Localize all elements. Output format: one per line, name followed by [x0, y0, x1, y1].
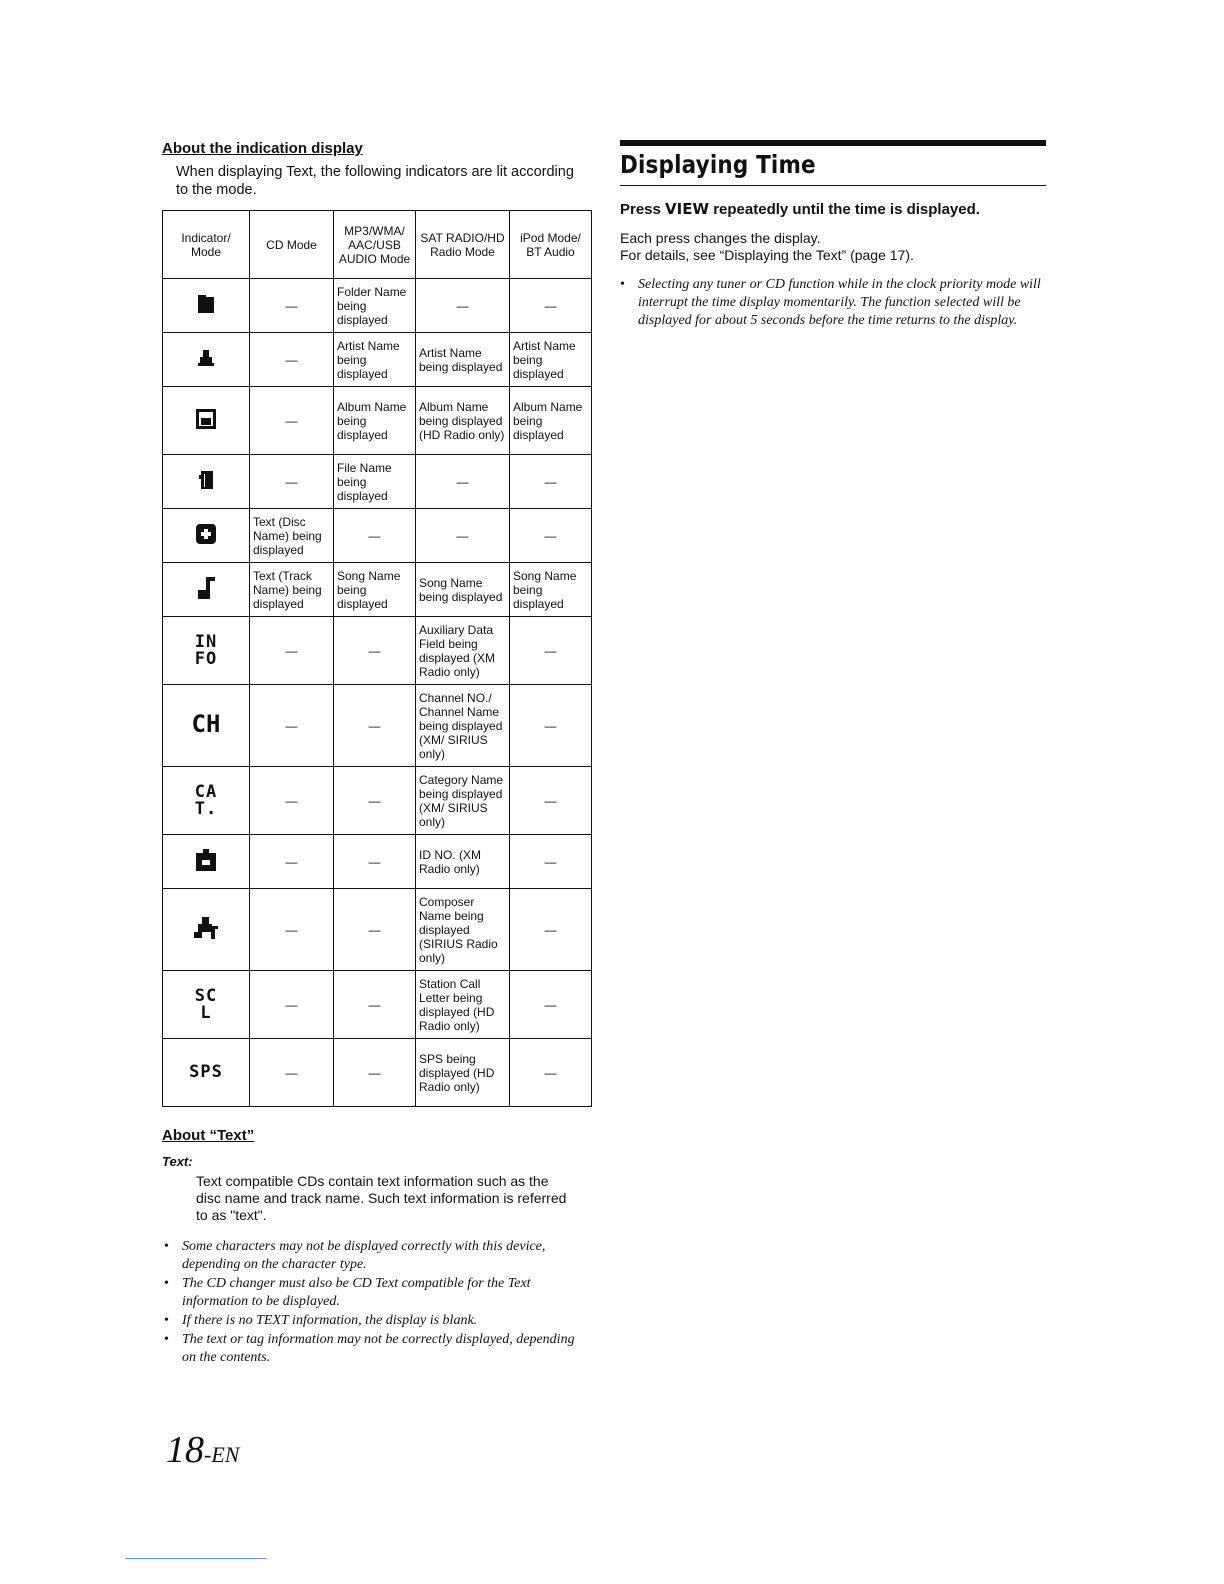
cell-sat: Channel NO./ Channel Name being displayed (XM/ SIRIUS only): [416, 685, 510, 767]
cell-cd: —: [250, 617, 334, 685]
cell-cd: —: [250, 387, 334, 455]
table-row: [163, 333, 592, 387]
cell-ipod: —: [510, 455, 592, 509]
cell-mp3: Folder Name being displayed: [334, 279, 416, 333]
cell-cd: Text (Track Name) being displayed: [250, 563, 334, 617]
right-column: [620, 140, 1048, 330]
header-mp3-mode: MP3/WMA/ AAC/USB AUDIO Mode: [334, 211, 416, 279]
header-cd-mode: CD Mode: [250, 211, 334, 279]
cell-cd: —: [250, 1039, 334, 1107]
cell-sat: SPS being displayed (HD Radio only): [416, 1039, 510, 1107]
table-header-row: [163, 211, 592, 279]
cell-mp3: —: [334, 767, 416, 835]
cell-cd: —: [250, 455, 334, 509]
table-row: [163, 971, 592, 1039]
composer-icon: [163, 889, 250, 971]
list-item: • Some characters may not be displayed correctly with this device, depending on the character type.: [162, 1238, 592, 1274]
info-lcd-icon: [163, 617, 250, 685]
title-rule: [620, 185, 1046, 186]
cell-ipod: —: [510, 889, 592, 971]
cell-ipod: —: [510, 767, 592, 835]
display-info-line1: Each press changes the display.: [620, 230, 821, 246]
cell-sat: Album Name being displayed (HD Radio only): [416, 387, 510, 455]
music-note-icon: [163, 563, 250, 617]
cell-mp3: Song Name being displayed: [334, 563, 416, 617]
album-icon: [163, 387, 250, 455]
cell-ipod: —: [510, 617, 592, 685]
header-ipod-mode: iPod Mode/ BT Audio: [510, 211, 592, 279]
cell-sat: Auxiliary Data Field being displayed (XM Radio only): [416, 617, 510, 685]
lcd-label: CA T.: [194, 781, 218, 819]
file-icon: [163, 455, 250, 509]
title-top-bar: [620, 140, 1046, 146]
list-item: • The CD changer must also be CD Text compatible for the Text information to be displayed.: [162, 1275, 592, 1311]
clock-notes-list: [620, 276, 1048, 330]
channel-lcd-icon: [163, 685, 250, 767]
text-label: Text:: [162, 1154, 193, 1169]
artist-icon: [163, 333, 250, 387]
cell-sat: —: [416, 509, 510, 563]
display-info-line2: For details, see “Displaying the Text” (page 17).: [620, 247, 914, 263]
cell-mp3: Album Name being displayed: [334, 387, 416, 455]
header-indicator: Indicator/ Mode: [163, 211, 250, 279]
table-row: [163, 509, 592, 563]
press-suffix: repeatedly until the time is displayed.: [713, 201, 980, 218]
table-row: [163, 685, 592, 767]
cell-sat: Artist Name being displayed: [416, 333, 510, 387]
lcd-label: SPS: [189, 1062, 223, 1082]
cell-cd: —: [250, 767, 334, 835]
cell-ipod: —: [510, 1039, 592, 1107]
list-item: • The text or tag information may not be correctly displayed, depending on the contents.: [162, 1331, 592, 1367]
press-prefix: Press: [620, 201, 661, 218]
page-number-suffix: -EN: [204, 1442, 240, 1467]
lcd-label: SC L: [194, 985, 218, 1023]
table-row: [163, 387, 592, 455]
about-text-heading: About “Text”: [162, 1127, 255, 1144]
cell-cd: —: [250, 971, 334, 1039]
table-row: [163, 889, 592, 971]
sps-lcd-icon: [163, 1039, 250, 1107]
lcd-label: IN FO: [194, 631, 218, 669]
id-icon: [163, 835, 250, 889]
text-body: Text compatible CDs contain text information such as the disc name and track name. Such text information is referred to as "text".: [196, 1173, 567, 1223]
cell-cd: —: [250, 835, 334, 889]
cell-ipod: Artist Name being displayed: [510, 333, 592, 387]
page-number: [166, 1428, 239, 1472]
cell-mp3: —: [334, 617, 416, 685]
cell-cd: —: [250, 889, 334, 971]
table-row: [163, 767, 592, 835]
cell-sat: Song Name being displayed: [416, 563, 510, 617]
list-item: • Selecting any tuner or CD function while in the clock priority mode will interrupt the time display momentarily. The function selected will be displayed for about 5 seconds before the time returns to the display.: [620, 276, 1048, 330]
display-info: [620, 230, 1048, 264]
cell-mp3: Artist Name being displayed: [334, 333, 416, 387]
folder-icon: [163, 279, 250, 333]
cell-mp3: —: [334, 971, 416, 1039]
cell-ipod: —: [510, 971, 592, 1039]
cell-mp3: —: [334, 1039, 416, 1107]
displaying-time-title: Displaying Time: [620, 150, 816, 179]
cell-mp3: —: [334, 835, 416, 889]
cell-ipod: Song Name being displayed: [510, 563, 592, 617]
cell-sat: ID NO. (XM Radio only): [416, 835, 510, 889]
text-notes-list: [162, 1238, 594, 1367]
table-row: [163, 1039, 592, 1107]
header-sat-mode: SAT RADIO/HD Radio Mode: [416, 211, 510, 279]
table-row: [163, 563, 592, 617]
table-row: [163, 835, 592, 889]
table-row: [163, 279, 592, 333]
cell-mp3: —: [334, 685, 416, 767]
bottom-rule: [125, 1558, 267, 1559]
cell-mp3: File Name being displayed: [334, 455, 416, 509]
cell-cd: —: [250, 279, 334, 333]
view-key-label: VIEW: [665, 200, 710, 218]
cell-sat: Category Name being displayed (XM/ SIRIUS only): [416, 767, 510, 835]
cell-cd: —: [250, 685, 334, 767]
cell-sat: —: [416, 455, 510, 509]
table-row: [163, 455, 592, 509]
press-view-instruction: [620, 200, 1048, 218]
cell-sat: —: [416, 279, 510, 333]
page-number-value: 18: [166, 1429, 204, 1471]
cell-ipod: —: [510, 685, 592, 767]
intro-paragraph: When displaying Text, the following indicators are lit according to the mode.: [176, 164, 574, 198]
indicator-table: [162, 210, 592, 1107]
indication-display-heading: About the indication display: [162, 140, 363, 157]
disc-icon: [163, 509, 250, 563]
table-row: [163, 617, 592, 685]
cell-ipod: Album Name being displayed: [510, 387, 592, 455]
cell-cd: —: [250, 333, 334, 387]
list-item: • If there is no TEXT information, the display is blank.: [162, 1312, 592, 1330]
cell-ipod: —: [510, 509, 592, 563]
cell-ipod: —: [510, 835, 592, 889]
cell-ipod: —: [510, 279, 592, 333]
cell-mp3: —: [334, 509, 416, 563]
lcd-label: CH: [191, 709, 221, 738]
category-lcd-icon: [163, 767, 250, 835]
cell-cd: Text (Disc Name) being displayed: [250, 509, 334, 563]
left-column: [162, 140, 594, 1368]
cell-mp3: —: [334, 889, 416, 971]
cell-sat: Station Call Letter being displayed (HD Radio only): [416, 971, 510, 1039]
cell-sat: Composer Name being displayed (SIRIUS Radio only): [416, 889, 510, 971]
station-call-lcd-icon: [163, 971, 250, 1039]
